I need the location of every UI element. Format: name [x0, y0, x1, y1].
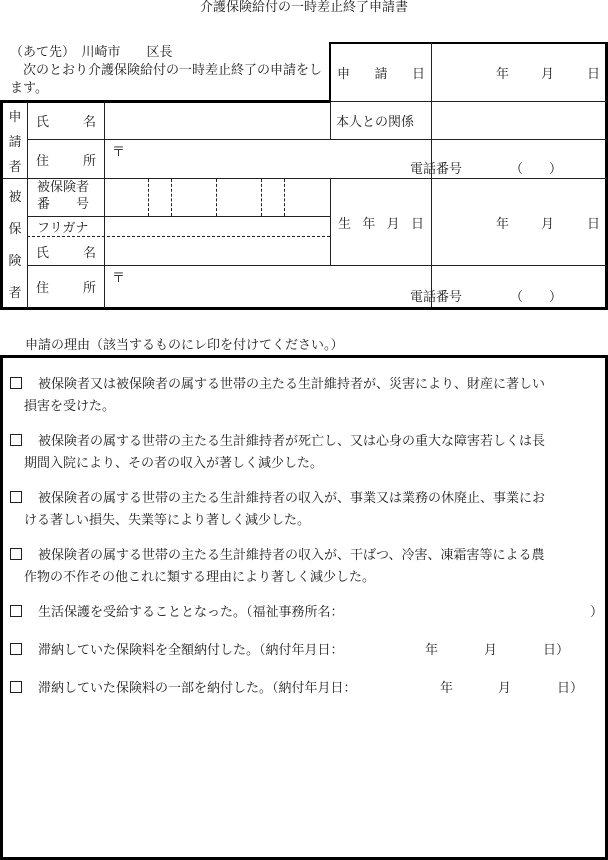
year-unit: 年 — [440, 681, 454, 696]
reason-item[interactable] — [10, 545, 600, 589]
insured-address-input[interactable] — [105, 266, 605, 307]
label-char: 所 — [82, 281, 96, 296]
label-char: 日 — [411, 66, 425, 82]
application-date-field[interactable] — [432, 44, 605, 100]
label-char: 年 — [362, 216, 376, 232]
year-unit: 年 — [425, 643, 439, 658]
insured-phone-label: 電話番号 — [410, 290, 463, 305]
label-char: 生 — [338, 216, 352, 232]
applicant-address-input[interactable] — [105, 140, 605, 178]
reason-item[interactable] — [10, 640, 600, 662]
reason-item[interactable] — [10, 431, 600, 475]
day-unit: 日） — [557, 681, 584, 696]
intro-text: 次のとおり介護保険給付の一時差止終了の申請をします。 — [10, 63, 323, 96]
checkbox[interactable] — [10, 681, 22, 693]
reason-text: 被保険者又は被保険者の属する世帯の主たる生計維持者が、災害により、財産に著しい — [38, 377, 546, 392]
relationship-label: 本人との関係 — [336, 115, 415, 130]
furigana-input[interactable] — [105, 217, 330, 236]
month-unit: 月 — [541, 216, 555, 232]
checkbox[interactable] — [10, 491, 22, 503]
insured-number-label — [37, 179, 97, 213]
label-char: 所 — [82, 153, 96, 169]
label-char: 日 — [410, 216, 424, 232]
reasons-heading: 申請の理由（該当するものにレ印を付けてください。） — [25, 338, 344, 353]
applicant-address-label — [36, 140, 96, 178]
postal-mark: 〒 — [112, 145, 126, 160]
reason-text-cont: 期間入院により、その者の収入が著しく減少した。 — [24, 456, 324, 471]
label-line: 番 号 — [37, 197, 90, 212]
applicant-section-label — [3, 103, 27, 178]
reason-text: 生活保護を受給することとなった。（福祉事務所名： — [38, 605, 344, 620]
reason-item[interactable] — [10, 602, 604, 624]
reason-text: 滞納していた保険料を全額納付した。（納付年月日： — [38, 643, 344, 658]
relationship-input[interactable] — [432, 102, 605, 139]
reason-text: 被保険者の属する世帯の主たる生計維持者が死亡し、又は心身の重大な障害若しくは長 — [38, 434, 546, 449]
reason-item[interactable] — [10, 374, 600, 418]
reason-text: 滞納していた保険料の一部を納付した。（納付年月日： — [38, 681, 357, 696]
label-char: 名 — [82, 115, 96, 130]
reason-text-cont: 作物の不作その他これに類する理由により著しく減少した。 — [24, 570, 376, 585]
label-char: 月 — [386, 216, 400, 232]
addressee: （あて先） 川崎市 区長 — [10, 45, 173, 60]
label-char: 氏 — [36, 245, 50, 261]
furigana-label: フリガナ — [37, 221, 89, 236]
checkbox[interactable] — [10, 605, 22, 617]
day-unit: 日 — [587, 66, 601, 82]
postal-mark: 〒 — [112, 271, 126, 286]
label-char: 氏 — [36, 115, 50, 130]
checkbox[interactable] — [10, 643, 22, 655]
label-char: 被 — [8, 189, 22, 205]
checkbox[interactable] — [10, 377, 22, 389]
month-unit: 月 — [498, 681, 512, 696]
checkbox[interactable] — [10, 434, 22, 446]
birthdate-field[interactable] — [432, 179, 605, 265]
insured-section-label — [3, 179, 27, 307]
insured-phone-parens: （ ） — [510, 290, 563, 305]
label-char: 請 — [374, 66, 388, 82]
year-unit: 年 — [496, 66, 510, 82]
birthdate-label — [338, 179, 424, 265]
reason-item[interactable] — [10, 678, 600, 700]
application-date-label — [337, 44, 425, 100]
reason-item[interactable] — [10, 488, 600, 532]
label-char: 者 — [8, 285, 22, 301]
applicant-name-input[interactable] — [105, 102, 330, 139]
applicant-phone-label: 電話番号 — [410, 162, 463, 177]
label-char: 申 — [337, 66, 351, 82]
insured-address-label — [36, 266, 96, 307]
reason-text-cont: ける著しい損失、失業等により著しく減少した。 — [24, 513, 311, 528]
insured-number-input[interactable] — [105, 179, 330, 216]
label-char: 者 — [8, 160, 22, 175]
reason-text: 被保険者の属する世帯の主たる生計維持者の収入が、事業又は業務の休廃止、事業にお — [38, 491, 546, 506]
label-char: 住 — [36, 153, 50, 169]
label-char: 申 — [8, 110, 22, 125]
month-unit: 月 — [541, 66, 555, 82]
label-char: 請 — [8, 135, 22, 150]
day-unit: 日） — [543, 643, 570, 658]
insured-name-label — [36, 237, 96, 265]
document-title: 介護保険給付の一時差止終了申請書 — [199, 0, 408, 15]
year-unit: 年 — [496, 216, 510, 232]
checkbox[interactable] — [10, 548, 22, 560]
label-char: 名 — [82, 245, 96, 261]
reason-suffix: ） — [590, 605, 604, 620]
applicant-name-label — [36, 102, 96, 139]
applicant-phone-parens: （ ） — [510, 162, 563, 177]
reason-text: 被保険者の属する世帯の主たる生計維持者の収入が、干ばつ、冷害、凍霜害等による農 — [38, 548, 545, 563]
month-unit: 月 — [484, 643, 498, 658]
reason-text-cont: 損害を受けた。 — [24, 399, 116, 414]
label-line: 被保険者 — [37, 180, 90, 195]
label-char: 険 — [8, 253, 22, 269]
day-unit: 日 — [587, 216, 601, 232]
label-char: 保 — [8, 221, 22, 237]
insured-name-input[interactable] — [105, 237, 330, 265]
label-char: 住 — [36, 281, 50, 296]
